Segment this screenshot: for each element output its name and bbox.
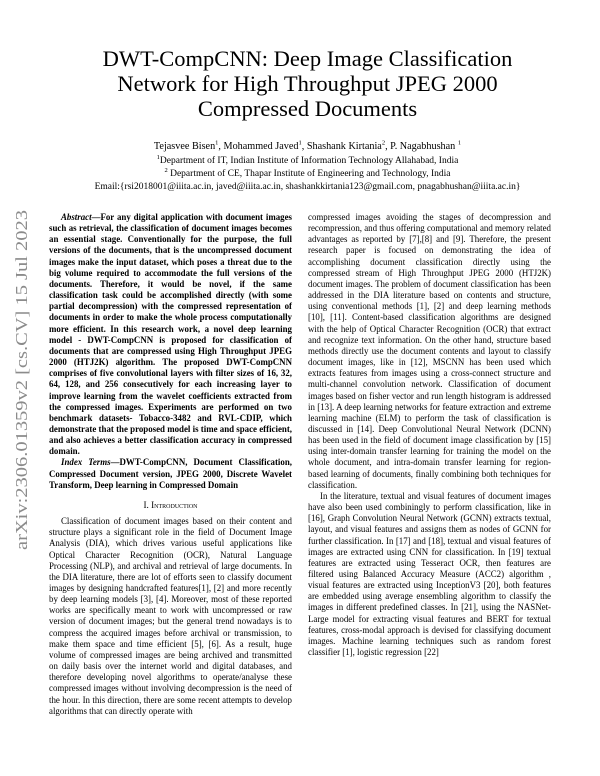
affiliation-1 bbox=[70, 155, 545, 167]
index-terms-label: Index Terms bbox=[61, 457, 111, 468]
affiliation-sup: 1 bbox=[156, 153, 160, 161]
author-sup: 1 bbox=[298, 139, 302, 147]
index-terms: Index Terms—DWT-CompCNN, Document Classification, Compressed Document version, JPEG 2000, Discrete Wavelet Transform, Deep learning in Compressed Domain bbox=[49, 457, 292, 490]
abstract-text: For any digital application with document images such as retrieval, the classification of document images becomes an essential stage. Conventionally for the purpose, the full versions of the documents, that is the uncompressed document images make the input dataset, which poses a threat due to the big volume required to accommodate the full versions of the documents. Therefore, it would be novel, if the same classification task could be accomplished directly (with some partial decompression) with the compressed representation of documents in order to make the whole process computationally more efficient. In this research work, a novel deep learning model - DWT-CompCNN is proposed for classification of documents that are compressed using High Throughput JPEG 2000 (HTJ2K) algorithm. The proposed DWT-CompCNN comprises of five convolutional layers with filter sizes of 16, 32, 64, 128, and 256 consecutively for each increasing layer to improve learning from the wavelet coefficients extracted from the compressed images. Experiments are performed on two benchmark datasets- Tobacco-3482 and RVL-CDIP, which demonstrate that the proposed model is time and space efficient, and also achieves a better classification accuracy in compressed domain. bbox=[49, 212, 292, 457]
affiliation-2 bbox=[70, 168, 545, 180]
arxiv-identifier-svg bbox=[6, 205, 34, 555]
affiliation-text: Department of CE, Thapar Institute of Engineering and Technology, India bbox=[170, 169, 451, 179]
body-paragraph: compressed images avoiding the stages of decompression and recompression, and thus offering computational and memory related advantages as reported by [7],[8] and [9]. Therefore, the present research paper is focused on demonstrating the idea of accomplishing document classification directly using the compressed stream of High Throughput JPEG 2000 (HTJ2K) document images. The problem of document classification has been addressed in the DIA literature based on contents and structure, using conventional methods [1], [2] and deep learning methods [10], [11]. Content-based classification algorithms are designed with the help of Optical Character Recognition (OCR) that extract and recognize text information. On the other hand, structure based methods directly use the document contents and layout to classify document images, like in [12], MSCNN has been used which extracts features from images using a cross-connect structure and multi-channel convolution network. Classification of document images based on fisher vector and run length histogram is addressed in [13]. A deep learning networks for feature extraction and extreme learning machine (ELM) to perform the task of classification is discussed in [14]. Deep Convolutional Neural Network (DCNN) has been used in the field of document image classification by [15] using inter-domain transfer learning for training the model on the whole document, and intra-domain transfer learning for region-based learning of documents, finally combining both techniques for classification. bbox=[308, 212, 551, 490]
email-line: Email:{rsi2018001@iiita.ac.in, javed@iiita.ac.in, shashankkirtania123@gmail.com, pnagabhushan@iiita.ac.in} bbox=[94, 182, 521, 192]
author-list: Tejasvee Bisen$^1$, Mohammed Javed$^1$, Shashank Kirtania$^2$, P. Nagabhushan $^1$ bbox=[153, 139, 462, 152]
abstract: Abstract—For any digital application with document images such as retrieval, the classification of document images becomes an essential stage. Conventionally for the purpose, the full versions of the documents, that is the uncompressed document images make the input dataset, which poses a threat due to the big volume required to accommodate the full versions of the documents. Therefore, it would be novel, if the same classification task could be accomplished directly (with some partial decompression) with the compressed representation of documents in order to make the whole process computationally more efficient. In this research work, a novel deep learning model - DWT-CompCNN is proposed for classification of documents that are compressed using High Throughput JPEG 2000 (HTJ2K) algorithm. The proposed DWT-CompCNN comprises of five convolutional layers with filter sizes of 16, 32, 64, 128, and 256 consecutively for each increasing layer to improve learning from the wavelet coefficients extracted from the compressed images. Experiments are performed on two benchmark datasets- Tobacco-3482 and RVL-CDIP, which demonstrate that the proposed model is time and space efficient, and also achieves a better classification accuracy in compressed domain. bbox=[49, 212, 292, 457]
abstract-label: Abstract bbox=[61, 212, 92, 222]
affiliation-text: Department of IT, Indian Institute of Information Technology Allahabad, India bbox=[159, 156, 459, 166]
author-sup: 2 bbox=[381, 139, 386, 147]
index-terms-text: DWT-CompCNN, Document Classification, Compressed Document version, JPEG 2000, Discrete Wavelet Transform, Deep learning in Compressed Domain bbox=[49, 457, 292, 490]
left-column bbox=[49, 212, 292, 717]
intro-paragraph: Classification of document images based on their content and structure plays a significant role in the field of Document Image Analysis (DIA), which drives various useful applications like Optical Character Recognition (OCR), Natural Language Processing (NLP), and archival and retrieval of large documents. In the DIA literature, there are lot of efforts seen to classify document images by designing handcrafted features[1], [2] and more recently by deep learning models [3], [4]. Moreover, most of these reported works are specifically meant to work with uncompressed or raw version of document images; but the general trend nowadays is to compress the acquired images before archival or transmission, to make them space and time efficient [5], [6]. As a result, huge volume of compressed images are being archived and transmitted on daily basis over the internet world and digital databases, and therefore developing novel algorithms to operate/analyse these compressed images without involving decompression is the need of the hour. In this direction, there are some recent attempts to develop algorithms that can directly operate with bbox=[49, 516, 292, 716]
right-column bbox=[308, 212, 551, 658]
author-name: Tejasvee Bisen bbox=[153, 141, 216, 152]
author-sup: 1 bbox=[215, 139, 219, 147]
affiliation-sup: 2 bbox=[164, 166, 168, 174]
body-paragraph: In the literature, textual and visual features of document images have also been used combiningly to perform classification, like in [16], Graph Convolution Neural Network (GCNN) extracts textual, layout, and visual features and assigns them as nodes of GCNN for further classification. In [17] and [18], textual and visual features of images are extracted using CNN for classification. In [19] textual features are extracted using Tesseract OCR, then features are filtered using Balanced Accuracy Measure (ACC2) algorithm , visual features are extracted using InceptionV3 [20], both features are embedded using average ensembling algorithm to classify the images in different predefined classes. In [21], using the NASNet-Large model for extracting visual features and BERT for textual features, cross-modal approach is devised for classifying document images. Machine learning techniques such as random forest classifier [1], logistic regression [22] bbox=[308, 490, 551, 658]
arxiv-identifier-text: arXiv:2306.01359v2 [cs.CV] 15 Jul 2023 bbox=[12, 264, 31, 550]
author-sup: 1 bbox=[457, 139, 462, 147]
author-name: P. Nagabhushan bbox=[390, 141, 456, 152]
paper-title: DWT-CompCNN: Deep Image Classification Network for High Throughput JPEG 2000 Compressed Documents bbox=[102, 46, 513, 121]
section-heading: I. Introduction bbox=[143, 499, 198, 510]
author-name: Shashank Kirtania bbox=[306, 141, 382, 152]
author-name: Mohammed Javed bbox=[223, 141, 299, 152]
arxiv-identifier bbox=[6, 205, 34, 555]
